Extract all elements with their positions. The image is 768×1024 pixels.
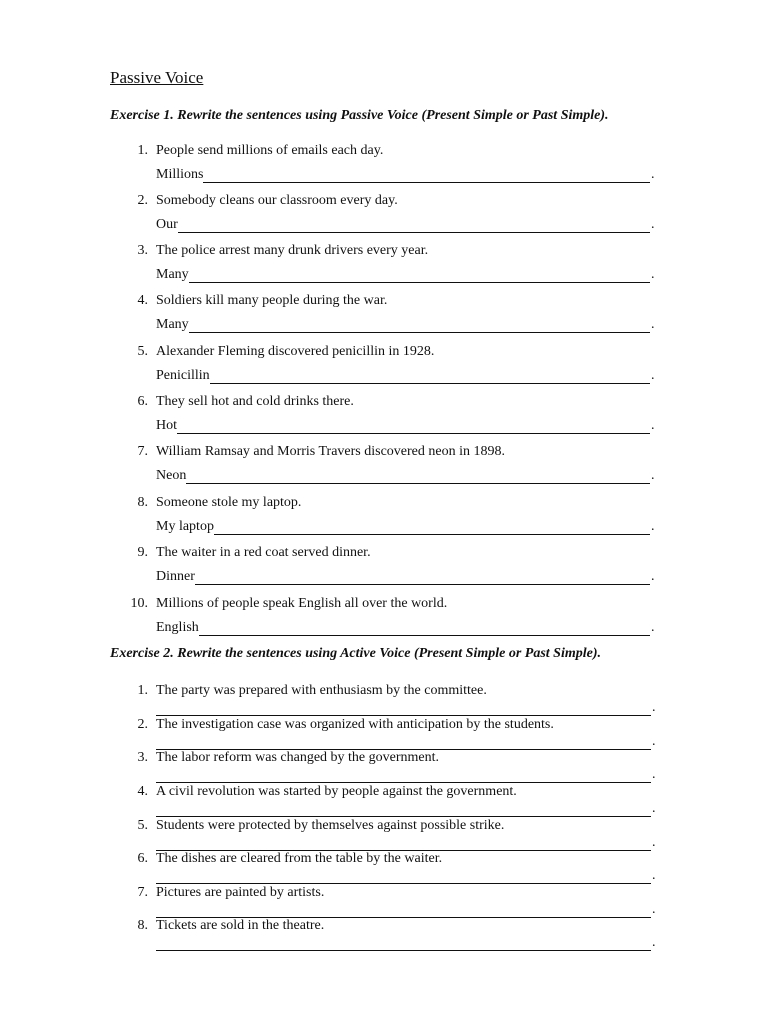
answer-line[interactable] bbox=[199, 622, 650, 636]
answer-line[interactable] bbox=[156, 702, 651, 716]
line-end: . bbox=[651, 368, 655, 383]
item-number: 3. bbox=[137, 243, 148, 258]
answer-field[interactable] bbox=[156, 935, 656, 951]
answer-line[interactable] bbox=[156, 736, 651, 750]
answer-line[interactable] bbox=[156, 937, 651, 951]
answer-line[interactable] bbox=[156, 870, 651, 884]
line-end: . bbox=[651, 620, 655, 635]
answer-line[interactable] bbox=[156, 803, 651, 817]
answer-line[interactable] bbox=[177, 420, 650, 434]
line-end: . bbox=[651, 317, 655, 332]
item-sentence: Millions of people speak English all over the world. bbox=[156, 596, 448, 611]
answer-start: Many bbox=[156, 317, 189, 332]
answer-start: English bbox=[156, 620, 199, 635]
answer-field[interactable] bbox=[156, 267, 655, 283]
exercise-1-heading: Exercise 1. Rewrite the sentences using Passive Voice (Present Simple or Past Simple). bbox=[110, 108, 609, 123]
answer-start: My laptop bbox=[156, 519, 214, 534]
item-number: 4. bbox=[137, 293, 148, 308]
answer-start: Neon bbox=[156, 468, 187, 483]
item-number: 5. bbox=[137, 818, 148, 833]
answer-line[interactable] bbox=[186, 470, 650, 484]
line-end: . bbox=[652, 767, 656, 782]
line-end: . bbox=[652, 700, 656, 715]
answer-line[interactable] bbox=[195, 571, 650, 585]
item-sentence: The party was prepared with enthusiasm by the committee. bbox=[156, 683, 487, 698]
item-sentence: Soldiers kill many people during the war. bbox=[156, 293, 388, 308]
answer-field[interactable] bbox=[156, 767, 656, 783]
answer-field[interactable] bbox=[156, 835, 656, 851]
answer-field[interactable] bbox=[156, 519, 655, 535]
item-number: 8. bbox=[137, 495, 148, 510]
item-sentence: The labor reform was changed by the government. bbox=[156, 750, 440, 765]
item-sentence: Someone stole my laptop. bbox=[156, 495, 302, 510]
answer-field[interactable] bbox=[156, 418, 655, 434]
item-number: 7. bbox=[137, 444, 148, 459]
answer-start: Dinner bbox=[156, 569, 195, 584]
answer-field[interactable] bbox=[156, 620, 655, 636]
item-sentence: Tickets are sold in the theatre. bbox=[156, 918, 325, 933]
line-end: . bbox=[652, 935, 656, 950]
answer-start: Penicillin bbox=[156, 368, 210, 383]
answer-line[interactable] bbox=[210, 370, 650, 384]
item-sentence: Pictures are painted by artists. bbox=[156, 885, 325, 900]
item-sentence: They sell hot and cold drinks there. bbox=[156, 394, 354, 409]
item-number: 9. bbox=[137, 545, 148, 560]
line-end: . bbox=[651, 519, 655, 534]
item-number: 8. bbox=[137, 918, 148, 933]
item-number: 2. bbox=[137, 193, 148, 208]
answer-field[interactable] bbox=[156, 868, 656, 884]
line-end: . bbox=[652, 902, 656, 917]
answer-field[interactable] bbox=[156, 167, 655, 183]
answer-start: Millions bbox=[156, 167, 204, 182]
item-sentence: The investigation case was organized with anticipation by the students. bbox=[156, 717, 554, 732]
item-number: 4. bbox=[137, 784, 148, 799]
answer-field[interactable] bbox=[156, 468, 655, 484]
line-end: . bbox=[651, 569, 655, 584]
line-end: . bbox=[651, 468, 655, 483]
answer-line[interactable] bbox=[189, 319, 650, 333]
answer-line[interactable] bbox=[214, 521, 650, 535]
answer-start: Hot bbox=[156, 418, 177, 433]
exercise-2-heading: Exercise 2. Rewrite the sentences using Active Voice (Present Simple or Past Simple). bbox=[110, 646, 602, 661]
item-number: 5. bbox=[137, 344, 148, 359]
answer-field[interactable] bbox=[156, 734, 656, 750]
answer-field[interactable] bbox=[156, 368, 655, 384]
item-number: 10. bbox=[130, 596, 148, 611]
item-sentence: A civil revolution was started by people against the government. bbox=[156, 784, 517, 799]
item-number: 7. bbox=[137, 885, 148, 900]
line-end: . bbox=[652, 734, 656, 749]
answer-line[interactable] bbox=[203, 169, 650, 183]
answer-line[interactable] bbox=[156, 904, 651, 918]
answer-field[interactable] bbox=[156, 317, 655, 333]
item-sentence: The waiter in a red coat served dinner. bbox=[156, 545, 371, 560]
answer-line[interactable] bbox=[156, 769, 651, 783]
answer-line[interactable] bbox=[178, 219, 650, 233]
line-end: . bbox=[651, 267, 655, 282]
item-sentence: The dishes are cleared from the table by the waiter. bbox=[156, 851, 443, 866]
answer-line[interactable] bbox=[189, 269, 650, 283]
item-sentence: People send millions of emails each day. bbox=[156, 143, 384, 158]
line-end: . bbox=[652, 835, 656, 850]
item-number: 6. bbox=[137, 851, 148, 866]
answer-field[interactable] bbox=[156, 700, 656, 716]
line-end: . bbox=[652, 868, 656, 883]
item-sentence: Somebody cleans our classroom every day. bbox=[156, 193, 398, 208]
line-end: . bbox=[651, 217, 655, 232]
item-number: 2. bbox=[137, 717, 148, 732]
line-end: . bbox=[651, 167, 655, 182]
answer-line[interactable] bbox=[156, 837, 651, 851]
answer-field[interactable] bbox=[156, 217, 655, 233]
answer-start: Our bbox=[156, 217, 178, 232]
item-sentence: The police arrest many drunk drivers every year. bbox=[156, 243, 429, 258]
answer-field[interactable] bbox=[156, 569, 655, 585]
item-sentence: Alexander Fleming discovered penicillin in 1928. bbox=[156, 344, 435, 359]
line-end: . bbox=[651, 418, 655, 433]
item-number: 6. bbox=[137, 394, 148, 409]
answer-field[interactable] bbox=[156, 801, 656, 817]
page-title: Passive Voice bbox=[110, 68, 204, 87]
item-number: 1. bbox=[137, 143, 148, 158]
item-sentence: Students were protected by themselves against possible strike. bbox=[156, 818, 505, 833]
answer-field[interactable] bbox=[156, 902, 656, 918]
item-number: 3. bbox=[137, 750, 148, 765]
answer-start: Many bbox=[156, 267, 189, 282]
item-number: 1. bbox=[137, 683, 148, 698]
line-end: . bbox=[652, 801, 656, 816]
item-sentence: William Ramsay and Morris Travers discovered neon in 1898. bbox=[156, 444, 505, 459]
